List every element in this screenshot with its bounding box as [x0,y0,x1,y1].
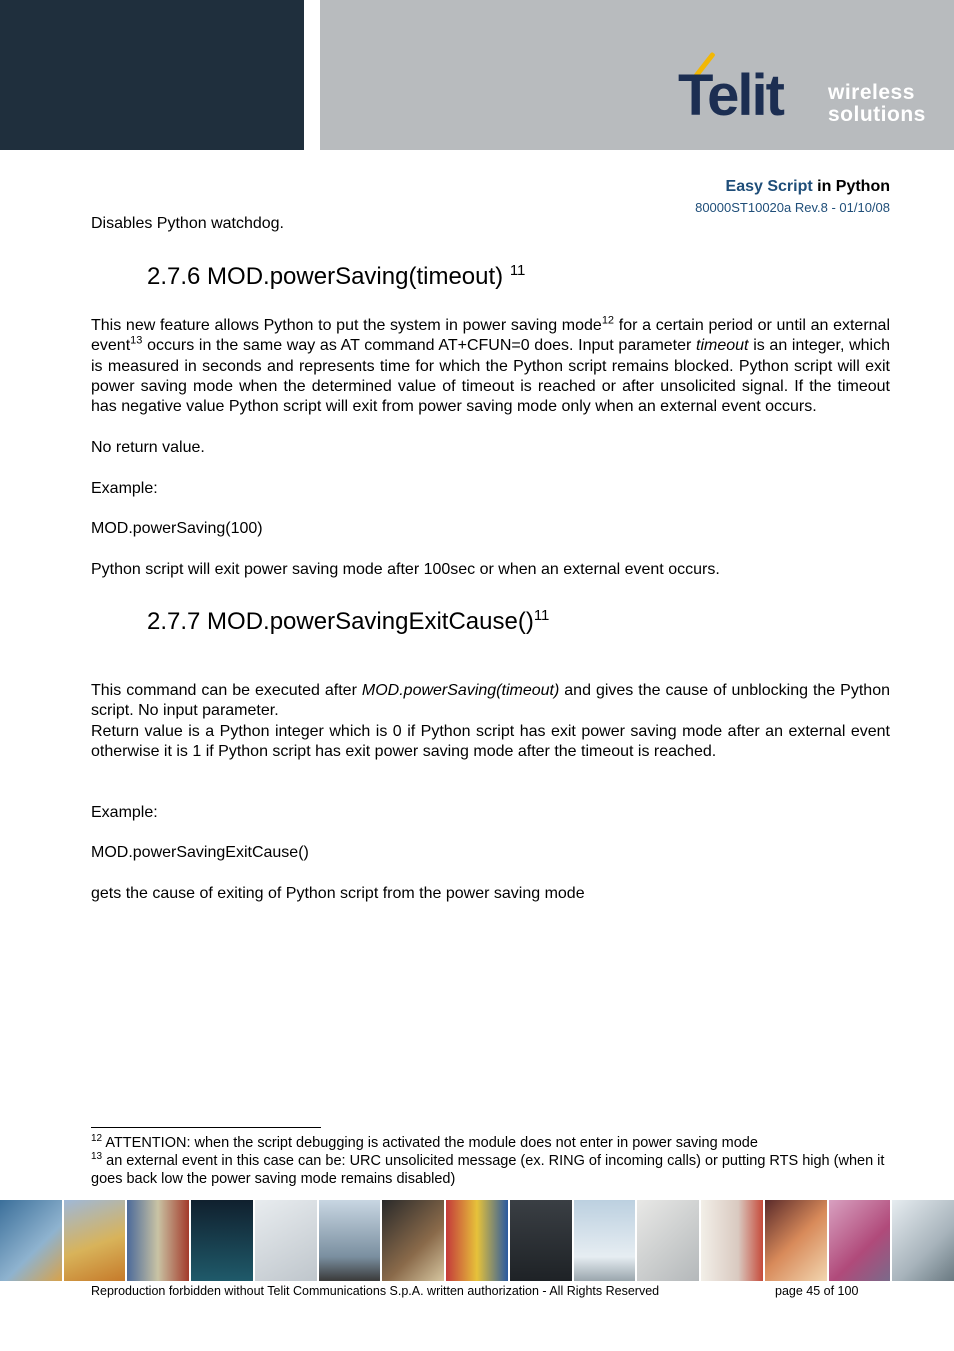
example-description: gets the cause of exiting of Python script from the power saving mode [91,885,585,902]
desc-part: This new feature allows Python to put the system in power saving mode [91,317,602,334]
document-title-rest: in Python [812,178,890,195]
page-number: page 45 of 100 [775,1284,859,1298]
photo-tile-keyboard [255,1200,317,1281]
logo-wordmark: Telit [678,63,783,128]
param-name: timeout [696,337,749,355]
photo-tile-meter [637,1200,699,1281]
example-label: Example: [91,804,158,821]
footnote-ref-13[interactable]: 13 [130,334,143,347]
footer-copyright: Reproduction forbidden without Telit Communications S.p.A. written authorization - All Rights Reserved [91,1284,660,1298]
section-heading-exit-cause [147,607,549,637]
footnote-ref-12[interactable]: 12 [601,314,615,327]
photo-tile-cyclist [319,1200,381,1281]
section-heading-power-saving [147,262,525,292]
footnote-text: an external event in this case can be: URC unsolicited message (ex. RING of incoming calls) or putting RTS high (when it goes back low the power saving mode remains disabled) [91,1153,885,1187]
logo-tagline-line1: wireless [828,81,915,104]
desc-part: occurs in the same way as AT command AT+CFUN=0 does. Input parameter [142,337,697,355]
photo-tile-station [765,1200,827,1281]
logo-tagline-line2: solutions [828,103,926,126]
example-label: Example: [91,480,158,497]
footnote-13 [91,1152,890,1188]
desc-part: and gives the cause of unblocking the Python script. No input parameter. [91,682,890,720]
example-code: MOD.powerSavingExitCause() [91,844,309,861]
no-return-text: No return value. [91,439,205,456]
function-reference: MOD.powerSaving(timeout) [361,682,560,699]
desc-part: This command can be executed after [91,682,362,699]
heading-footnote-ref: 11 [533,607,550,624]
photo-tile-phone-sign [64,1200,126,1281]
footnote-number: 12 [91,1133,103,1145]
example-description: Python script will exit power saving mode after 100sec or when an external event occurs. [91,561,720,578]
footnote-number: 13 [91,1151,103,1163]
header-dark-band [0,0,304,150]
footnote-12 [91,1134,890,1152]
footer-photo-strip [0,1200,954,1281]
photo-tile-card-reader [382,1200,444,1281]
power-saving-description [91,316,890,417]
document-title-accent: Easy Script [725,178,813,195]
example-code: MOD.powerSaving(100) [91,520,263,537]
logo-tagline [828,82,926,126]
photo-tile-terminal [510,1200,572,1281]
photo-tile-wind-turbines [574,1200,636,1281]
desc-part: for a certain period or until an external event [91,317,890,355]
heading-footnote-ref: 11 [509,262,526,279]
footnote-separator [91,1127,321,1128]
desc-part: is an integer, which is measured in seconds and represents time for which the Python script remains blocked. Python script will exit power saving mode when the determined value of timeout is reached or after unsolicited signal. If the timeout has negative value Python script will exit from power saving mode only when an external event occurs. [91,337,890,416]
photo-tile-vending [446,1200,508,1281]
document-revision: 80000ST10020a Rev.8 - 01/10/08 [695,200,890,215]
photo-tile-fabric [829,1200,891,1281]
exit-cause-description [91,681,890,722]
photo-tile-laser [701,1200,763,1281]
photo-tile-camera [892,1200,954,1281]
section-heading-text: 2.7.6 MOD.powerSaving(timeout) [147,263,504,290]
intro-text: Disables Python watchdog. [91,215,284,232]
footnote-text: ATTENTION: when the script debugging is activated the module does not enter in power saving mode [102,1135,758,1151]
section-heading-text: 2.7.7 MOD.powerSavingExitCause() [147,608,534,635]
photo-tile-road [0,1200,62,1281]
photo-tile-containers [127,1200,189,1281]
document-title [726,178,890,196]
telit-logo [678,46,928,136]
return-value-description: Return value is a Python integer which is 0 if Python script has exit power saving mode after an external event otherwise it is 1 if Python script has exit power saving mode after the timeout is reached. [91,723,890,761]
photo-tile-led-display [191,1200,253,1281]
